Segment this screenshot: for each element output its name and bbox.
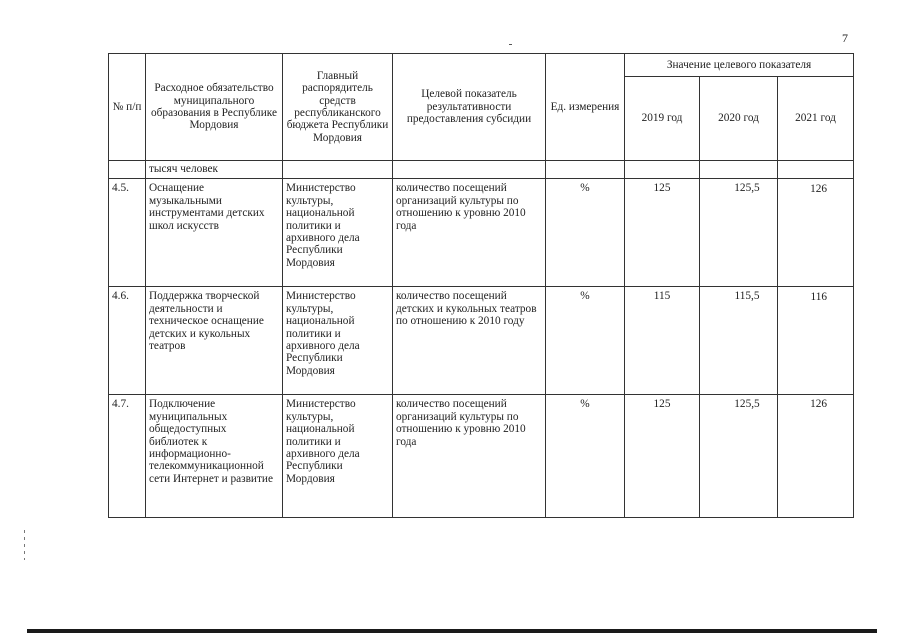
row-unit: % xyxy=(546,287,625,395)
row-indicator: количество посещений организаций культуры по отношению к уровню 2010 года xyxy=(393,179,546,287)
row-value-2020: 125,5 xyxy=(700,179,778,287)
row-value-2021: 126 xyxy=(778,395,854,518)
row-unit: % xyxy=(546,179,625,287)
subsidy-indicators-table xyxy=(108,53,854,518)
header-year-2020: 2020 год xyxy=(700,77,778,161)
row-value-2020: 125,5 xyxy=(700,395,778,518)
header-target-value: Значение целевого показателя xyxy=(625,54,854,77)
row-indicator: количество посещений детских и кукольных театров по отношению к 2010 году xyxy=(393,287,546,395)
scan-margin-marks xyxy=(24,530,25,560)
table-row xyxy=(109,287,854,395)
row-value-2019: 115 xyxy=(625,287,700,395)
header-row-top xyxy=(109,54,854,77)
scan-speck xyxy=(509,44,512,45)
row-value-2019: 125 xyxy=(625,179,700,287)
header-obligation: Расходное обязательство муниципального образования в Республике Мордовия xyxy=(146,54,283,161)
row-obligation: Поддержка творческой деятельности и техническое оснащение детских и кукольных театров xyxy=(146,287,283,395)
row-num: 4.7. xyxy=(109,395,146,518)
row-distributor: Министерство культуры, национальной политики и архивного дела Республики Мордовия xyxy=(283,395,393,518)
page-number: 7 xyxy=(842,31,848,45)
scan-bottom-edge xyxy=(27,629,877,633)
row-obligation: Оснащение музыкальными инструментами детских школ искусств xyxy=(146,179,283,287)
row-value-2021: 126 xyxy=(778,179,854,287)
row-obligation: Подключение муниципальных общедоступных библиотек к информационно-телекоммуникационной сети Интернет и развитие xyxy=(146,395,283,518)
row-distributor: Министерство культуры, национальной политики и архивного дела Республики Мордовия xyxy=(283,287,393,395)
row-distributor: Министерство культуры, национальной политики и архивного дела Республики Мордовия xyxy=(283,179,393,287)
row-num: 4.6. xyxy=(109,287,146,395)
row-value-2021: 116 xyxy=(778,287,854,395)
table-row xyxy=(109,179,854,287)
row-value-2020: 115,5 xyxy=(700,287,778,395)
row-unit: % xyxy=(546,395,625,518)
continuation-text: тысяч человек xyxy=(146,161,283,179)
row-num: 4.5. xyxy=(109,179,146,287)
header-distributor: Главный распорядитель средств республиканского бюджета Республики Мордовия xyxy=(283,54,393,161)
table-row xyxy=(109,395,854,518)
header-unit: Ед. измерения xyxy=(546,54,625,161)
row-value-2019: 125 xyxy=(625,395,700,518)
header-year-2019: 2019 год xyxy=(625,77,700,161)
header-num: № п/п xyxy=(109,54,146,161)
header-indicator: Целевой показатель результативности предоставления субсидии xyxy=(393,54,546,161)
header-year-2021: 2021 год xyxy=(778,77,854,161)
row-indicator: количество посещений организаций культуры по отношению к уровню 2010 года xyxy=(393,395,546,518)
continuation-row xyxy=(109,161,854,179)
